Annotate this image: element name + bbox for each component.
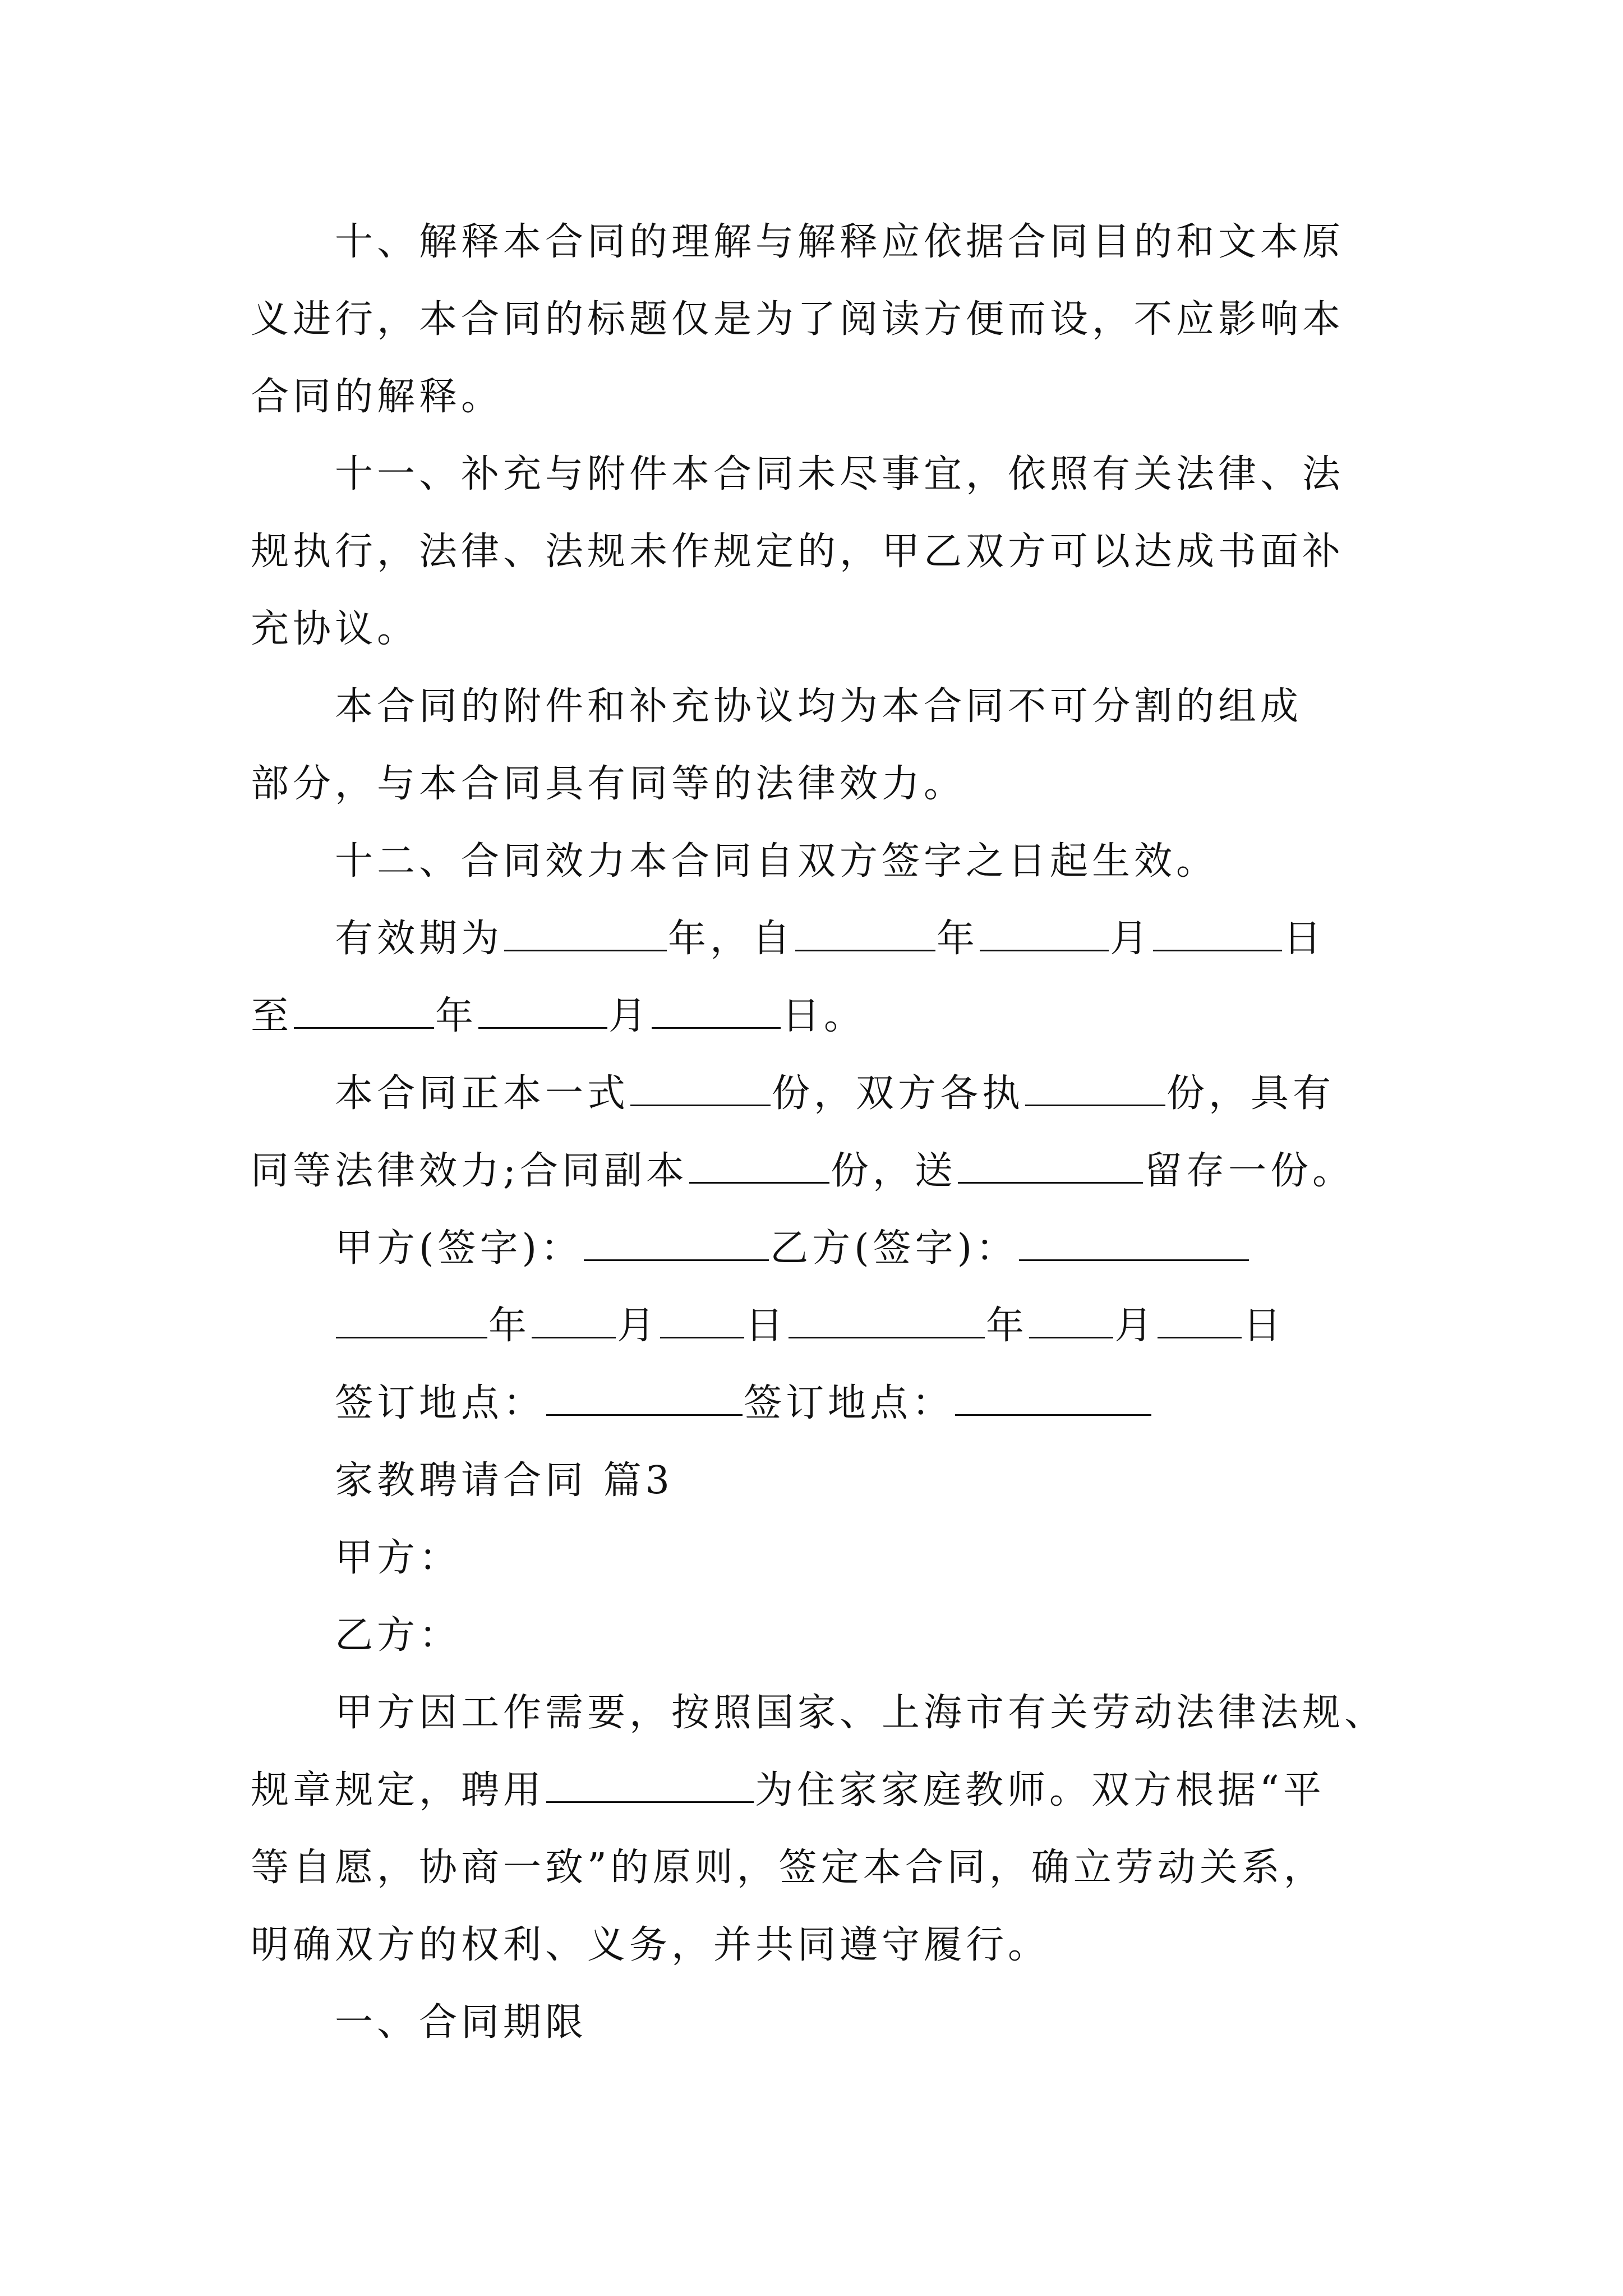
contract-3-intro-line-3: 等自愿，协商一致”的原则，签定本合同，确立劳动关系，: [251, 1846, 1326, 1890]
duplicate-copies-blank[interactable]: [689, 1149, 829, 1184]
party-a-signature-label: 甲方(签字)：: [335, 1226, 583, 1271]
signature-date-line: [335, 1304, 1285, 1349]
end-month-blank[interactable]: [478, 995, 607, 1029]
party-a-year-blank[interactable]: [336, 1304, 487, 1338]
party-a-place-label: 签订地点：: [335, 1381, 546, 1425]
party-b-signature-label: 乙方(签字)：: [770, 1226, 1018, 1271]
section-12-line-1: 十二、合同效力本合同自双方签字之日起生效。: [335, 839, 1219, 884]
end-year-label: 年: [435, 994, 478, 1038]
intro-line-2-suffix: 为住家家庭教师。双方根据“平: [755, 1768, 1325, 1812]
start-month-label: 月: [1110, 917, 1152, 961]
end-day-blank[interactable]: [652, 995, 781, 1029]
start-year-blank[interactable]: [795, 917, 935, 951]
section-10-line-2: 义进行，本合同的标题仅是为了阅读方便而设，不应影响本: [251, 297, 1345, 342]
recipient-blank[interactable]: [958, 1149, 1143, 1184]
signing-place-line: [335, 1381, 1152, 1426]
contract-3-title: 家教聘请合同 篇3: [335, 1458, 674, 1503]
party-b-signature-blank[interactable]: [1019, 1227, 1249, 1261]
party-a-month-blank[interactable]: [532, 1304, 616, 1338]
contract-3-intro-line-1: 甲方因工作需要，按照国家、上海市有关劳动法律法规、: [335, 1691, 1387, 1735]
party-b-month-blank[interactable]: [1029, 1304, 1113, 1338]
teacher-name-blank[interactable]: [546, 1769, 754, 1803]
start-day-label: 日: [1283, 917, 1326, 961]
party-b-month-label: 月: [1114, 1304, 1157, 1348]
party-b-day-blank[interactable]: [1158, 1304, 1242, 1338]
party-b-year-blank[interactable]: [789, 1304, 985, 1338]
validity-to: 至: [251, 994, 293, 1038]
copies-line-2: [251, 1149, 1354, 1194]
party-b-year-label: 年: [986, 1304, 1029, 1348]
start-year-label: 年: [937, 917, 979, 961]
intro-line-2-prefix: 规章规定，聘用: [251, 1768, 546, 1812]
original-copies-blank[interactable]: [630, 1072, 771, 1106]
section-10-line-1: 十、解释本合同的理解与解释应依据合同目的和文本原: [335, 220, 1345, 264]
annex-line-1: 本合同的附件和补充协议均为本合同不可分割的组成: [335, 684, 1303, 729]
contract-3-term-heading: 一、合同期限: [335, 2000, 588, 2045]
end-year-blank[interactable]: [294, 995, 434, 1029]
party-a-place-blank[interactable]: [546, 1382, 743, 1416]
party-a-year-label: 年: [488, 1304, 531, 1348]
copies-mid-1: 份，双方各执: [772, 1071, 1025, 1116]
annex-line-2: 部分，与本合同具有同等的法律效力。: [251, 762, 966, 806]
each-party-copies-blank[interactable]: [1025, 1072, 1165, 1106]
copies-line-1: [335, 1071, 1335, 1116]
signature-line: [335, 1226, 1250, 1271]
party-b-place-label: 签订地点：: [744, 1381, 955, 1425]
contract-3-intro-line-4: 明确双方的权利、义务，并共同遵守履行。: [251, 1923, 1050, 1967]
start-month-blank[interactable]: [980, 917, 1109, 951]
contract-3-intro-line-2: [251, 1768, 1325, 1813]
copies-mid-2: 份，具有: [1166, 1071, 1335, 1116]
copies-mid-3: 份，送: [830, 1149, 957, 1193]
validity-year-unit: 年，自: [668, 917, 795, 961]
validity-line-1: [335, 917, 1325, 961]
party-a-day-blank[interactable]: [660, 1304, 744, 1338]
party-b-place-blank[interactable]: [955, 1382, 1151, 1416]
contract-3-party-a: 甲方：: [335, 1536, 462, 1580]
party-a-month-label: 月: [617, 1304, 660, 1348]
validity-line-2: [251, 994, 866, 1039]
validity-years-blank[interactable]: [504, 917, 667, 951]
section-11-line-2: 规执行，法律、法规未作规定的，甲乙双方可以达成书面补: [251, 530, 1345, 574]
copies-line-2-prefix: 同等法律效力;合同副本: [251, 1149, 688, 1193]
section-11-line-3: 充协议。: [251, 607, 419, 651]
end-day-label: 日。: [782, 994, 866, 1038]
section-11-line-1: 十一、补充与附件本合同未尽事宜，依照有关法律、法: [335, 452, 1345, 496]
party-b-day-label: 日: [1243, 1304, 1285, 1348]
party-a-day-label: 日: [745, 1304, 788, 1348]
party-a-signature-blank[interactable]: [584, 1227, 769, 1261]
end-month-label: 月: [608, 994, 651, 1038]
start-day-blank[interactable]: [1153, 917, 1282, 951]
section-10-line-3: 合同的解释。: [251, 375, 504, 419]
validity-prefix: 有效期为: [335, 917, 504, 961]
copies-suffix: 留存一份。: [1144, 1149, 1354, 1193]
contract-3-party-b: 乙方：: [335, 1613, 462, 1658]
copies-prefix: 本合同正本一式: [335, 1071, 630, 1116]
